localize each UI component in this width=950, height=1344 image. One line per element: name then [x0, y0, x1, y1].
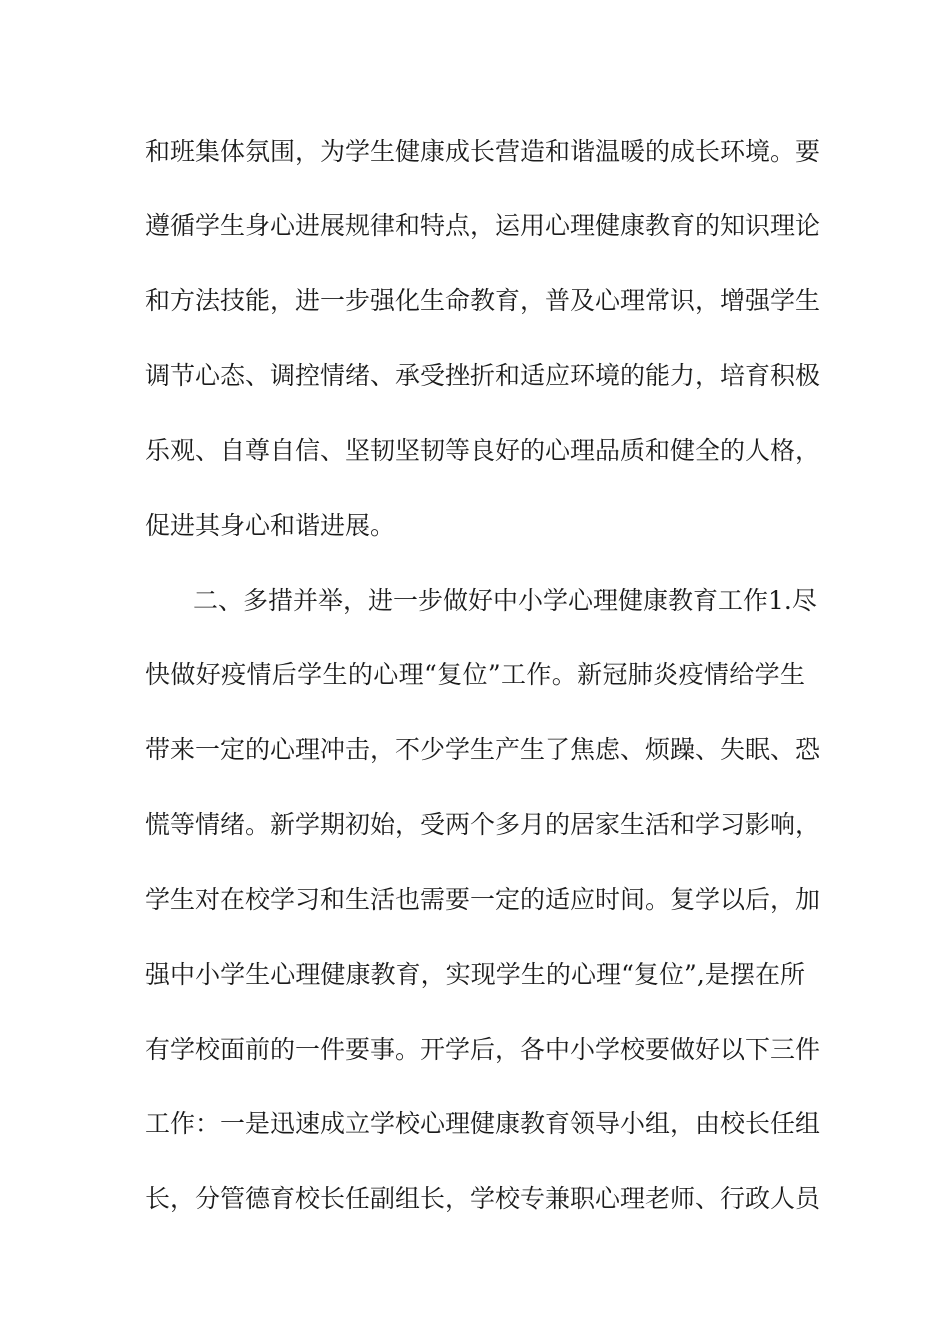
text-line: 慌等情绪。新学期初始，受两个多月的居家生活和学习影响，	[145, 810, 821, 839]
text-line: 工作：一是迅速成立学校心理健康教育领导小组，由校长任组	[145, 1109, 821, 1138]
text-line: 强中小学生心理健康教育，实现学生的心理“复位”,是摆在所	[145, 960, 805, 989]
text-line: 带来一定的心理冲击，不少学生产生了焦虑、烦躁、失眠、恐	[145, 735, 821, 764]
text-line: 调节心态、调控情绪、承受挫折和适应环境的能力，培育积极	[145, 361, 821, 390]
text-line: 和方法技能，进一步强化生命教育，普及心理常识，增强学生	[145, 286, 821, 315]
text-line: 和班集体氛围，为学生健康成长营造和谐温暖的成长环境。要	[145, 137, 821, 166]
text-line: 学生对在校学习和生活也需要一定的适应时间。复学以后，加	[145, 885, 821, 914]
text-line: 有学校面前的一件要事。开学后，各中小学校要做好以下三件	[145, 1035, 821, 1064]
text-line: 快做好疫情后学生的心理“复位”工作。新冠肺炎疫情给学生	[145, 660, 805, 689]
text-line: 促进其身心和谐进展。	[145, 511, 396, 540]
text-line: 长，分管德育校长任副组长，学校专兼职心理老师、行政人员	[145, 1184, 821, 1213]
text-line: 遵循学生身心进展规律和特点，运用心理健康教育的知识理论	[145, 211, 821, 240]
section-heading-line: 二、多措并举，进一步做好中小学心理健康教育工作1.尽	[193, 586, 817, 615]
text-line: 乐观、自尊自信、坚韧坚韧等良好的心理品质和健全的人格，	[145, 436, 821, 465]
